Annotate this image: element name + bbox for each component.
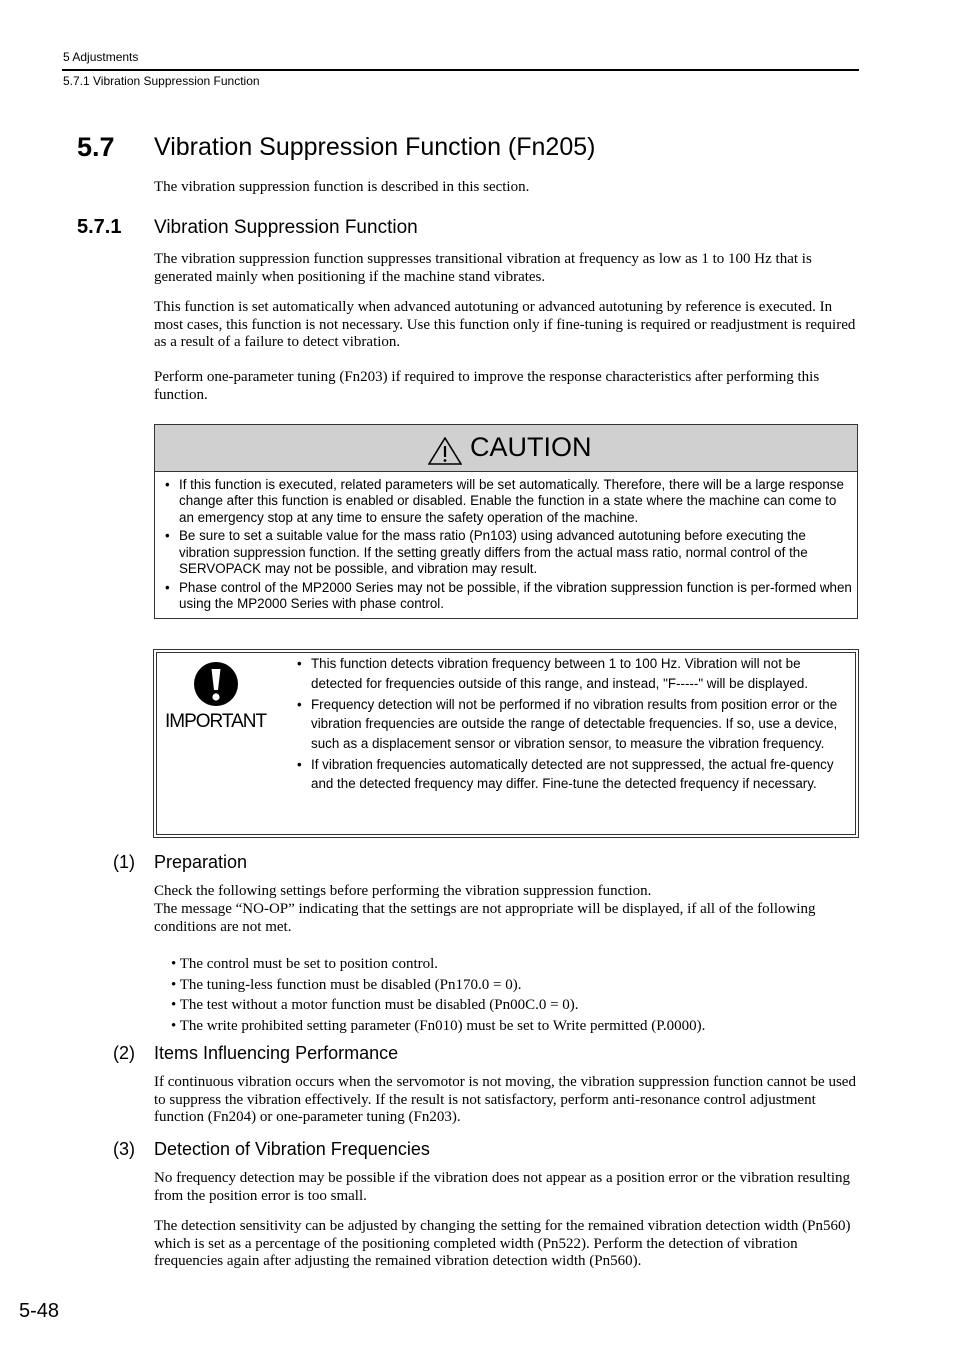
page-number: 5-48 <box>19 1300 60 1322</box>
important-item-text: This function detects vibration frequency between 1 to 100 Hz. Vibration will not be detected for frequencies outside of this range, and instead, "F-----" will be displayed. <box>311 656 809 691</box>
subsection-number: 5.7.1 <box>77 216 122 238</box>
heading-number: (1) <box>113 852 135 872</box>
bullet: • <box>297 656 302 671</box>
caution-item-text: If this function is executed, related parameters will be set automatically. Therefore, there will be a large response change after this function is enabled or disabled. Enable the function in a state where the machine can come to an emergency stop at any time to ensure the safety operation of the machine. <box>179 477 844 525</box>
detection-heading: Detection of Vibration Frequencies <box>154 1139 430 1159</box>
caution-item-text: Phase control of the MP2000 Series may not be possible, if the vibration suppression function is per-formed when using the MP2000 Series with phase control. <box>179 579 852 612</box>
header-section: 5.7.1 Vibration Suppression Function <box>63 74 260 88</box>
list-item <box>295 695 855 754</box>
list-item <box>295 755 855 794</box>
subsection-paragraph: Perform one-parameter tuning (Fn203) if required to improve the response characteristics after performing this function. <box>154 369 820 403</box>
header-rule <box>62 69 859 71</box>
items-influencing-heading: Items Influencing Performance <box>154 1043 399 1063</box>
preparation-heading: Preparation <box>154 852 248 872</box>
subsection-paragraph: The vibration suppression function suppresses transitional vibration at frequency as low as 1 to 100 Hz that is generated mainly when positioning if the machine stand vibrates. <box>154 251 812 285</box>
caution-item-text: Be sure to set a suitable value for the mass ratio (Pn103) using advanced autotuning before executing the vibration suppression function. If the setting greatly differs from the actual mass ratio, normal control of the SERVOPACK may not be possible, and vibration may result. <box>179 528 808 576</box>
important-inner-frame <box>156 652 856 835</box>
bullet: • <box>165 528 170 544</box>
items-influencing-text: If continuous vibration occurs when the servomotor is not moving, the vibration suppression function cannot be used to suppress the vibration effectively. If the result is not satisfactory, perform anti-resonance control adjustment function (Fn204) or one-parameter tuning (Fn203). <box>154 1074 856 1126</box>
header-chapter: 5 Adjustments <box>63 50 139 64</box>
preparation-text: The message “NO-OP” indicating that the settings are not appropriate will be displayed, if all of the following conditions are not met. <box>154 901 816 935</box>
list-item <box>295 654 855 693</box>
list-item: • The test without a motor function must be disabled (Pn00C.0 = 0). <box>171 997 579 1014</box>
heading-number: (3) <box>113 1139 135 1159</box>
list-item <box>163 528 853 577</box>
section-title: Vibration Suppression Function (Fn205) <box>154 133 596 161</box>
bullet: • <box>297 696 302 712</box>
list-item <box>163 477 853 526</box>
caution-title: CAUTION <box>470 432 592 462</box>
caution-header <box>155 425 857 472</box>
bullet: • <box>297 756 302 772</box>
detection-paragraph: No frequency detection may be possible if the vibration does not appear as a position error or the vibration resulting from the position error is too small. <box>154 1170 851 1204</box>
important-box <box>153 649 859 838</box>
caution-list <box>163 477 853 615</box>
preparation-text: Check the following settings before performing the vibration suppression function. <box>154 883 652 899</box>
list-item: • The write prohibited setting parameter (Fn010) must be set to Write permitted (P.0000). <box>171 1018 706 1035</box>
preparation-conditions <box>171 954 705 1037</box>
subsection-title: Vibration Suppression Function <box>154 217 418 238</box>
important-list <box>295 654 855 795</box>
caution-box <box>154 424 858 619</box>
warning-triangle-icon <box>428 437 462 465</box>
section-number: 5.7 <box>77 132 115 162</box>
list-item <box>163 580 853 613</box>
important-label: IMPORTANT <box>165 711 267 732</box>
detection-paragraph: The detection sensitivity can be adjusted by changing the setting for the remained vibration detection width (Pn560) which is set as a percentage of the positioning completed width (Pn522). Perform the detection of vibration frequencies again after adjusting the remained vibration detection width (Pn560). <box>154 1218 851 1270</box>
exclamation-circle-icon <box>193 661 239 707</box>
bullet: • <box>165 477 170 492</box>
section-intro: The vibration suppression function is described in this section. <box>154 179 530 195</box>
important-item-text: If vibration frequencies automatically detected are not suppressed, the actual fre-quency and the detected frequency may differ. Fine-tune the detected frequency if necessary. <box>311 756 834 791</box>
list-item: • The control must be set to position control. <box>171 956 439 972</box>
important-item-text: Frequency detection will not be performed if no vibration results from position error or the vibration frequencies are outside the range of detectable frequencies. If so, use a device, such as a displacement sensor or vibration sensor, to measure the vibration frequency. <box>311 696 838 751</box>
subsection-paragraph: This function is set automatically when advanced autotuning or advanced autotuning by reference is executed. In most cases, this function is not necessary. Use this function only if fine-tuning is required or readjustment is required as a result of a failure to detect vibration. <box>154 299 856 351</box>
bullet: • <box>165 579 170 595</box>
heading-number: (2) <box>113 1043 135 1063</box>
list-item: • The tuning-less function must be disabled (Pn170.0 = 0). <box>171 976 522 993</box>
